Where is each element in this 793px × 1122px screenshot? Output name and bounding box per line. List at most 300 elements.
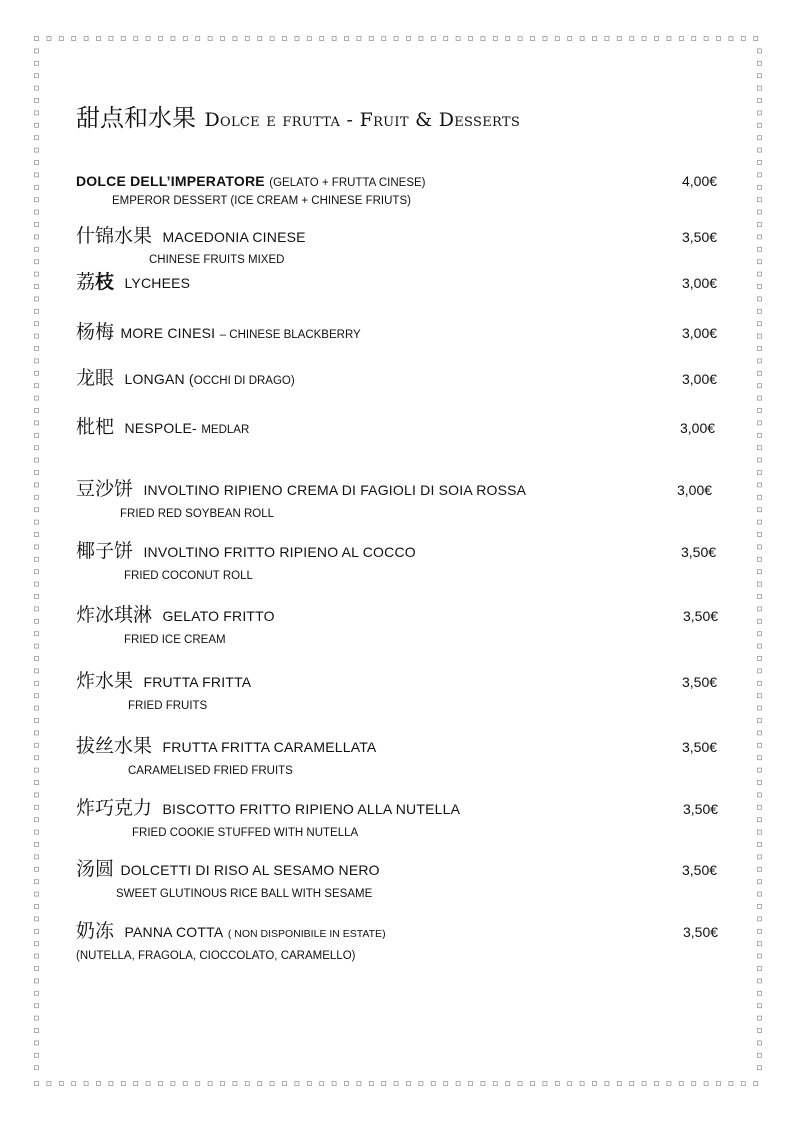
border-dot xyxy=(35,892,39,896)
border-dot xyxy=(605,37,609,41)
border-dot xyxy=(758,371,762,375)
border-dot xyxy=(35,619,39,623)
border-dot xyxy=(382,37,386,41)
border-dot xyxy=(758,1041,762,1045)
border-dot xyxy=(35,161,39,165)
border-dot xyxy=(382,1082,386,1086)
item-subtitle: CARAMELISED FRIED FRUITS xyxy=(128,765,293,777)
border-dot xyxy=(758,880,762,884)
border-dot xyxy=(518,1082,522,1086)
border-dot xyxy=(35,867,39,871)
border-dot xyxy=(758,173,762,177)
border-dot xyxy=(758,731,762,735)
border-dot xyxy=(741,1082,745,1086)
menu-item-nespole xyxy=(76,418,724,437)
border-dot xyxy=(35,681,39,685)
item-price: 3,50€ xyxy=(683,924,719,940)
border-dot xyxy=(35,309,39,313)
border-dot xyxy=(431,37,435,41)
item-name-chinese: 豆沙饼 xyxy=(76,478,134,500)
border-dot xyxy=(35,61,39,65)
border-dot xyxy=(35,123,39,127)
border-dot xyxy=(35,495,39,499)
item-name-chinese: 炸巧克力 xyxy=(76,797,153,819)
border-dot xyxy=(35,855,39,859)
border-dot xyxy=(758,272,762,276)
item-name: DOLCETTI DI RISO AL SESAMO NERO xyxy=(120,862,380,878)
item-note: ( NON DISPONIBILE IN ESTATE) xyxy=(227,928,386,940)
border-dot xyxy=(35,905,39,909)
border-dot xyxy=(35,396,39,400)
border-dot xyxy=(555,37,559,41)
border-dot xyxy=(35,557,39,561)
border-dot xyxy=(35,880,39,884)
menu-item-sesame-rice-balls xyxy=(76,860,724,900)
border-dot xyxy=(580,1082,584,1086)
border-dot xyxy=(146,1082,150,1086)
menu-item-macedonia xyxy=(76,227,724,266)
border-dot xyxy=(35,595,39,599)
border-dot xyxy=(758,855,762,859)
border-dot xyxy=(97,1082,101,1086)
border-dot xyxy=(506,1082,510,1086)
border-dot xyxy=(35,545,39,549)
border-dot xyxy=(394,37,398,41)
border-dot xyxy=(35,198,39,202)
border-dot xyxy=(754,37,758,41)
border-dot xyxy=(35,843,39,847)
border-dot xyxy=(171,37,175,41)
border-dot xyxy=(307,37,311,41)
border-dot xyxy=(758,260,762,264)
border-dot xyxy=(35,632,39,636)
item-name-chinese: 炸水果 xyxy=(76,670,134,692)
border-dot xyxy=(35,136,39,140)
item-price: 3,00€ xyxy=(682,275,718,291)
border-dot xyxy=(258,37,262,41)
border-dot xyxy=(758,235,762,239)
border-dot xyxy=(407,1082,411,1086)
border-dot xyxy=(345,1082,349,1086)
border-dot xyxy=(35,458,39,462)
border-dot xyxy=(196,1082,200,1086)
border-dot xyxy=(35,371,39,375)
border-dot xyxy=(35,37,39,41)
border-dot xyxy=(159,37,163,41)
border-dot xyxy=(369,37,373,41)
border-dot xyxy=(758,1029,762,1033)
item-subtitle: FRIED COCONUT ROLL xyxy=(124,570,253,582)
border-dot xyxy=(196,37,200,41)
border-dot xyxy=(35,979,39,983)
item-name: MACEDONIA CINESE xyxy=(162,229,306,245)
border-dot xyxy=(667,1082,671,1086)
border-dot xyxy=(758,433,762,437)
border-dot xyxy=(555,1082,559,1086)
border-dot xyxy=(655,1082,659,1086)
border-dot xyxy=(758,706,762,710)
menu-item-longan xyxy=(76,369,724,388)
item-price: 3,50€ xyxy=(681,544,717,560)
border-dot xyxy=(270,37,274,41)
border-dot xyxy=(35,421,39,425)
item-subtitle: CHINESE FRUITS MIXED xyxy=(149,254,285,266)
item-price: 3,00€ xyxy=(682,371,718,387)
border-dot xyxy=(456,1082,460,1086)
border-dot xyxy=(758,582,762,586)
border-dot xyxy=(35,830,39,834)
border-dot xyxy=(642,37,646,41)
border-dot xyxy=(758,322,762,326)
border-dot xyxy=(758,681,762,685)
border-dot xyxy=(617,37,621,41)
border-dot xyxy=(121,37,125,41)
border-dot xyxy=(758,967,762,971)
border-dot xyxy=(758,161,762,165)
border-dot xyxy=(72,37,76,41)
border-dot xyxy=(758,805,762,809)
item-subtitle: SWEET GLUTINOUS RICE BALL WITH SESAME xyxy=(116,888,373,900)
border-dot xyxy=(35,793,39,797)
border-dot xyxy=(758,520,762,524)
border-dot xyxy=(758,347,762,351)
border-dot xyxy=(35,297,39,301)
border-dot xyxy=(481,1082,485,1086)
border-dot xyxy=(605,1082,609,1086)
item-name-chinese-bold: 枝 xyxy=(95,271,115,293)
menu-item-lychees xyxy=(76,273,724,292)
border-dot xyxy=(758,1053,762,1057)
border-dot xyxy=(758,409,762,413)
border-dot xyxy=(35,942,39,946)
item-name-chinese: 杨梅 xyxy=(76,321,115,343)
border-dot xyxy=(543,37,547,41)
border-dot xyxy=(233,1082,237,1086)
border-dot xyxy=(35,409,39,413)
border-dot xyxy=(758,607,762,611)
border-dot xyxy=(758,471,762,475)
border-dot xyxy=(35,582,39,586)
menu-item-panna-cotta xyxy=(76,922,724,962)
border-dot xyxy=(531,1082,535,1086)
border-dot xyxy=(35,1029,39,1033)
border-dot xyxy=(35,607,39,611)
border-dot xyxy=(758,396,762,400)
border-dot xyxy=(35,471,39,475)
menu-item-fried-fruits xyxy=(76,672,724,712)
border-dot xyxy=(593,37,597,41)
border-dot xyxy=(35,508,39,512)
page-title-chinese: 甜点和水果 xyxy=(76,104,196,132)
item-subtitle: FRIED ICE CREAM xyxy=(124,634,226,646)
border-dot xyxy=(758,421,762,425)
border-dot xyxy=(35,483,39,487)
border-dot xyxy=(717,1082,721,1086)
border-dot xyxy=(35,1016,39,1020)
item-name-chinese: 什锦水果 xyxy=(76,225,153,247)
border-dot xyxy=(35,743,39,747)
border-dot xyxy=(394,1082,398,1086)
border-dot xyxy=(35,359,39,363)
item-price: 3,50€ xyxy=(682,229,718,245)
border-dot xyxy=(270,1082,274,1086)
page-title xyxy=(76,98,520,133)
border-dot xyxy=(758,223,762,227)
border-dot xyxy=(758,74,762,78)
item-name-chinese: 拔丝水果 xyxy=(76,735,153,757)
item-subtitle: FRIED FRUITS xyxy=(128,700,208,712)
border-dot xyxy=(35,433,39,437)
border-dot xyxy=(617,1082,621,1086)
item-name: GELATO FRITTO xyxy=(162,608,275,624)
border-dot xyxy=(758,669,762,673)
border-dot xyxy=(109,1082,113,1086)
border-dot xyxy=(35,1004,39,1008)
item-name-chinese: 奶冻 xyxy=(76,920,115,942)
item-price: 3,50€ xyxy=(683,801,719,817)
border-dot xyxy=(183,1082,187,1086)
border-dot xyxy=(758,793,762,797)
border-dot xyxy=(146,37,150,41)
border-dot xyxy=(35,533,39,537)
border-dot xyxy=(35,967,39,971)
item-name-chinese: 枇杷 xyxy=(76,416,115,438)
border-dot xyxy=(121,1082,125,1086)
border-dot xyxy=(233,37,237,41)
border-dot xyxy=(35,99,39,103)
border-dot xyxy=(758,247,762,251)
border-dot xyxy=(419,37,423,41)
border-dot xyxy=(758,495,762,499)
border-dot xyxy=(35,86,39,90)
border-dot xyxy=(642,1082,646,1086)
border-dot xyxy=(758,818,762,822)
border-dot xyxy=(506,37,510,41)
border-dot xyxy=(332,37,336,41)
border-dot xyxy=(758,359,762,363)
border-dot xyxy=(758,99,762,103)
border-dot xyxy=(667,37,671,41)
item-name-chinese: 荔 xyxy=(76,271,96,293)
border-dot xyxy=(35,235,39,239)
item-name: BISCOTTO FRITTO RIPIENO ALLA NUTELLA xyxy=(162,801,461,817)
border-dot xyxy=(481,37,485,41)
item-price: 3,00€ xyxy=(677,482,713,498)
item-name-chinese: 椰子饼 xyxy=(76,540,134,562)
border-dot xyxy=(758,843,762,847)
border-dot xyxy=(543,1082,547,1086)
item-subtitle: (NUTELLA, FRAGOLA, CIOCCOLATO, CARAMELLO) xyxy=(76,950,356,962)
border-dot xyxy=(758,148,762,152)
border-dot xyxy=(758,954,762,958)
border-dot xyxy=(568,37,572,41)
border-dot xyxy=(729,1082,733,1086)
border-dot xyxy=(109,37,113,41)
border-dot xyxy=(35,148,39,152)
border-dot xyxy=(758,61,762,65)
item-name-chinese: 炸冰琪淋 xyxy=(76,604,153,626)
border-dot xyxy=(758,285,762,289)
border-dot xyxy=(35,1082,39,1086)
border-dot xyxy=(134,1082,138,1086)
item-note: MEDLAR xyxy=(201,424,250,436)
border-dot xyxy=(35,185,39,189)
item-name: LYCHEES xyxy=(124,275,191,291)
item-note: (GELATO + FRUTTA CINESE) xyxy=(269,177,426,189)
menu-item-fried-ice-cream xyxy=(76,606,724,646)
border-dot xyxy=(758,768,762,772)
border-dot xyxy=(84,1082,88,1086)
item-price: 4,00€ xyxy=(682,173,718,189)
border-dot xyxy=(593,1082,597,1086)
border-dot xyxy=(35,805,39,809)
border-dot xyxy=(692,37,696,41)
border-dot xyxy=(35,384,39,388)
border-dot xyxy=(704,1082,708,1086)
item-name: PANNA COTTA xyxy=(124,924,224,940)
border-dot xyxy=(35,917,39,921)
item-subtitle: EMPEROR DESSERT (ICE CREAM + CHINESE FRIUTS) xyxy=(112,195,411,207)
item-subtitle: FRIED RED SOYBEAN ROLL xyxy=(120,508,275,520)
border-dot xyxy=(35,1066,39,1070)
border-dot xyxy=(758,644,762,648)
item-name: MORE CINESI xyxy=(120,325,216,341)
item-price: 3,00€ xyxy=(680,420,716,436)
border-dot xyxy=(35,644,39,648)
item-note: OCCHI DI DRAGO) xyxy=(193,375,295,387)
border-dot xyxy=(469,37,473,41)
border-dot xyxy=(758,508,762,512)
border-dot xyxy=(35,719,39,723)
border-dot xyxy=(758,979,762,983)
item-name: INVOLTINO FRITTO RIPIENO AL COCCO xyxy=(143,544,416,560)
border-dot xyxy=(758,632,762,636)
border-dot xyxy=(758,297,762,301)
border-dot xyxy=(35,570,39,574)
border-dot xyxy=(35,1053,39,1057)
border-dot xyxy=(35,1041,39,1045)
border-dot xyxy=(35,669,39,673)
border-dot xyxy=(758,1016,762,1020)
border-dot xyxy=(369,1082,373,1086)
border-dot xyxy=(35,731,39,735)
border-dot xyxy=(729,37,733,41)
border-dot xyxy=(345,37,349,41)
border-dot xyxy=(35,272,39,276)
item-name: DOLCE DELL’IMPERATORE xyxy=(76,173,265,189)
menu-item-caramelised-fried-fruits xyxy=(76,737,724,777)
item-price: 3,00€ xyxy=(682,325,718,341)
menu-item-fried-coconut-roll xyxy=(76,542,724,582)
border-dot xyxy=(655,37,659,41)
border-dot xyxy=(431,1082,435,1086)
border-dot xyxy=(221,1082,225,1086)
border-dot xyxy=(35,756,39,760)
border-dot xyxy=(758,830,762,834)
border-dot xyxy=(758,136,762,140)
item-price: 3,50€ xyxy=(682,674,718,690)
border-dot xyxy=(630,37,634,41)
item-name: FRUTTA FRITTA CARAMELLATA xyxy=(162,739,377,755)
border-dot xyxy=(35,223,39,227)
border-dot xyxy=(35,111,39,115)
border-dot xyxy=(493,37,497,41)
border-dot xyxy=(283,1082,287,1086)
border-dot xyxy=(444,37,448,41)
item-price: 3,50€ xyxy=(682,862,718,878)
border-dot xyxy=(307,1082,311,1086)
border-dot xyxy=(758,86,762,90)
border-dot xyxy=(758,446,762,450)
border-dot xyxy=(35,49,39,53)
border-dot xyxy=(758,781,762,785)
item-name: NESPOLE- xyxy=(124,420,197,436)
border-dot xyxy=(758,657,762,661)
item-name-chinese: 龙眼 xyxy=(76,367,115,389)
border-dot xyxy=(493,1082,497,1086)
border-dot xyxy=(741,37,745,41)
border-dot xyxy=(758,309,762,313)
border-dot xyxy=(580,37,584,41)
border-dot xyxy=(758,694,762,698)
border-dot xyxy=(171,1082,175,1086)
border-dot xyxy=(35,929,39,933)
border-dot xyxy=(295,1082,299,1086)
border-dot xyxy=(456,37,460,41)
border-dot xyxy=(679,1082,683,1086)
border-dot xyxy=(59,37,63,41)
border-dot xyxy=(758,595,762,599)
border-dot xyxy=(758,892,762,896)
border-dot xyxy=(717,37,721,41)
border-dot xyxy=(758,545,762,549)
border-dot xyxy=(134,37,138,41)
border-dot xyxy=(758,458,762,462)
border-dot xyxy=(704,37,708,41)
border-dot xyxy=(758,719,762,723)
border-dot xyxy=(35,173,39,177)
item-name: INVOLTINO RIPIENO CREMA DI FAGIOLI DI SOIA ROSSA xyxy=(143,482,527,498)
border-dot xyxy=(758,991,762,995)
border-dot xyxy=(531,37,535,41)
border-dot xyxy=(295,37,299,41)
border-dot xyxy=(35,334,39,338)
border-dot xyxy=(35,954,39,958)
border-dot xyxy=(568,1082,572,1086)
border-dot xyxy=(35,247,39,251)
border-dot xyxy=(758,533,762,537)
border-dot xyxy=(35,706,39,710)
border-dot xyxy=(35,210,39,214)
border-dot xyxy=(758,756,762,760)
border-dot xyxy=(758,185,762,189)
border-dot xyxy=(208,37,212,41)
border-dot xyxy=(35,818,39,822)
border-dot xyxy=(208,1082,212,1086)
border-dot xyxy=(758,111,762,115)
border-dot xyxy=(407,37,411,41)
border-dot xyxy=(72,1082,76,1086)
border-dot xyxy=(692,1082,696,1086)
border-dot xyxy=(758,557,762,561)
border-dot xyxy=(35,260,39,264)
border-dot xyxy=(245,37,249,41)
border-dot xyxy=(97,37,101,41)
border-dot xyxy=(758,384,762,388)
menu-item-fried-red-soybean-roll xyxy=(76,480,724,520)
item-note: – CHINESE BLACKBERRY xyxy=(219,329,361,341)
menu-item-fried-nutella-cookie xyxy=(76,799,724,839)
